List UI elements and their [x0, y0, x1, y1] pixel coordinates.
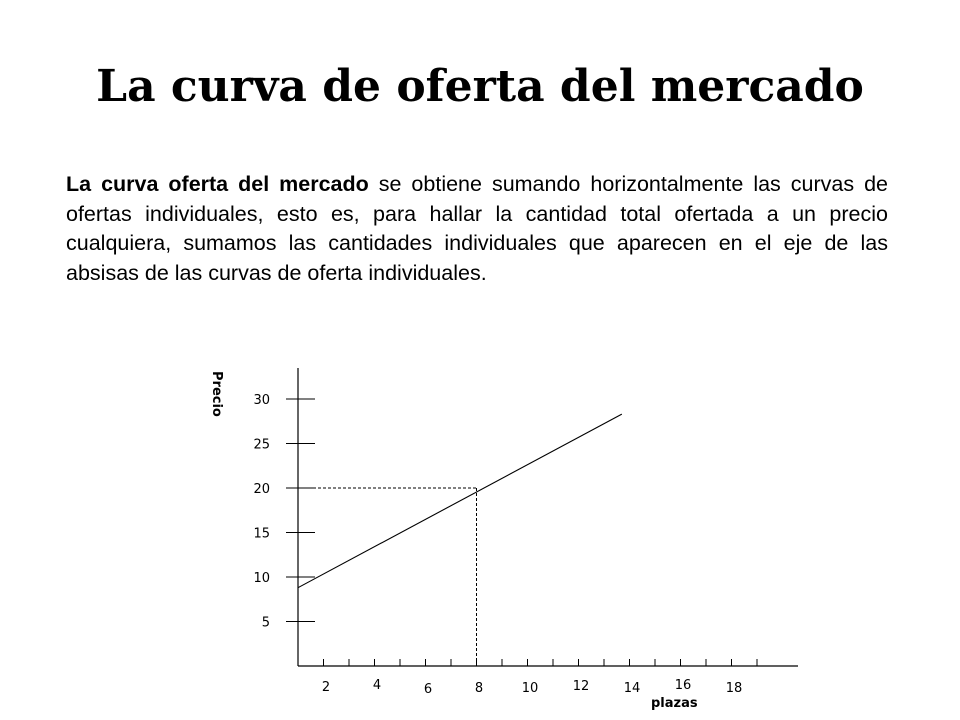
series-group — [298, 414, 622, 588]
x-tick-label-12: 12 — [572, 679, 590, 694]
reference-guides — [298, 488, 477, 666]
x-ticks — [324, 659, 758, 666]
x-tick-labels — [322, 678, 742, 697]
y-tick-label-30: 30 — [253, 393, 270, 408]
slide-title: La curva de oferta del mercado — [96, 61, 864, 112]
supply-line-series-0 — [298, 414, 622, 588]
y-tick-label-10: 10 — [253, 571, 270, 586]
x-tick-label-6: 6 — [423, 682, 433, 697]
x-tick-label-14: 14 — [623, 681, 641, 696]
x-tick-label-4: 4 — [372, 678, 382, 693]
y-tick-label-15: 15 — [253, 526, 270, 542]
y-ticks — [286, 399, 315, 622]
y-tick-label-25: 25 — [253, 437, 270, 453]
y-tick-labels — [253, 393, 270, 631]
paragraph-body: se obtiene sumando horizontalmente las curvas de ofertas individuales, esto es, para hallar la cantidad total ofertada a un precio cualquiera, sumamos las cantidades individuales que aparecen en el eje de las absisas de las curvas de oferta individuales. — [66, 172, 888, 285]
x-tick-label-10: 10 — [521, 681, 539, 696]
x-tick-label-2: 2 — [321, 680, 331, 695]
paragraph-lead: La curva oferta del mercado — [66, 172, 369, 196]
y-axis-title: Precio — [209, 371, 224, 417]
x-axis-title: plazas — [651, 696, 698, 711]
x-tick-label-16: 16 — [674, 678, 692, 693]
x-tick-label-18: 18 — [725, 681, 743, 696]
x-tick-label-8: 8 — [474, 681, 484, 696]
y-tick-label-5: 5 — [261, 615, 270, 631]
y-tick-label-20: 20 — [253, 482, 270, 497]
